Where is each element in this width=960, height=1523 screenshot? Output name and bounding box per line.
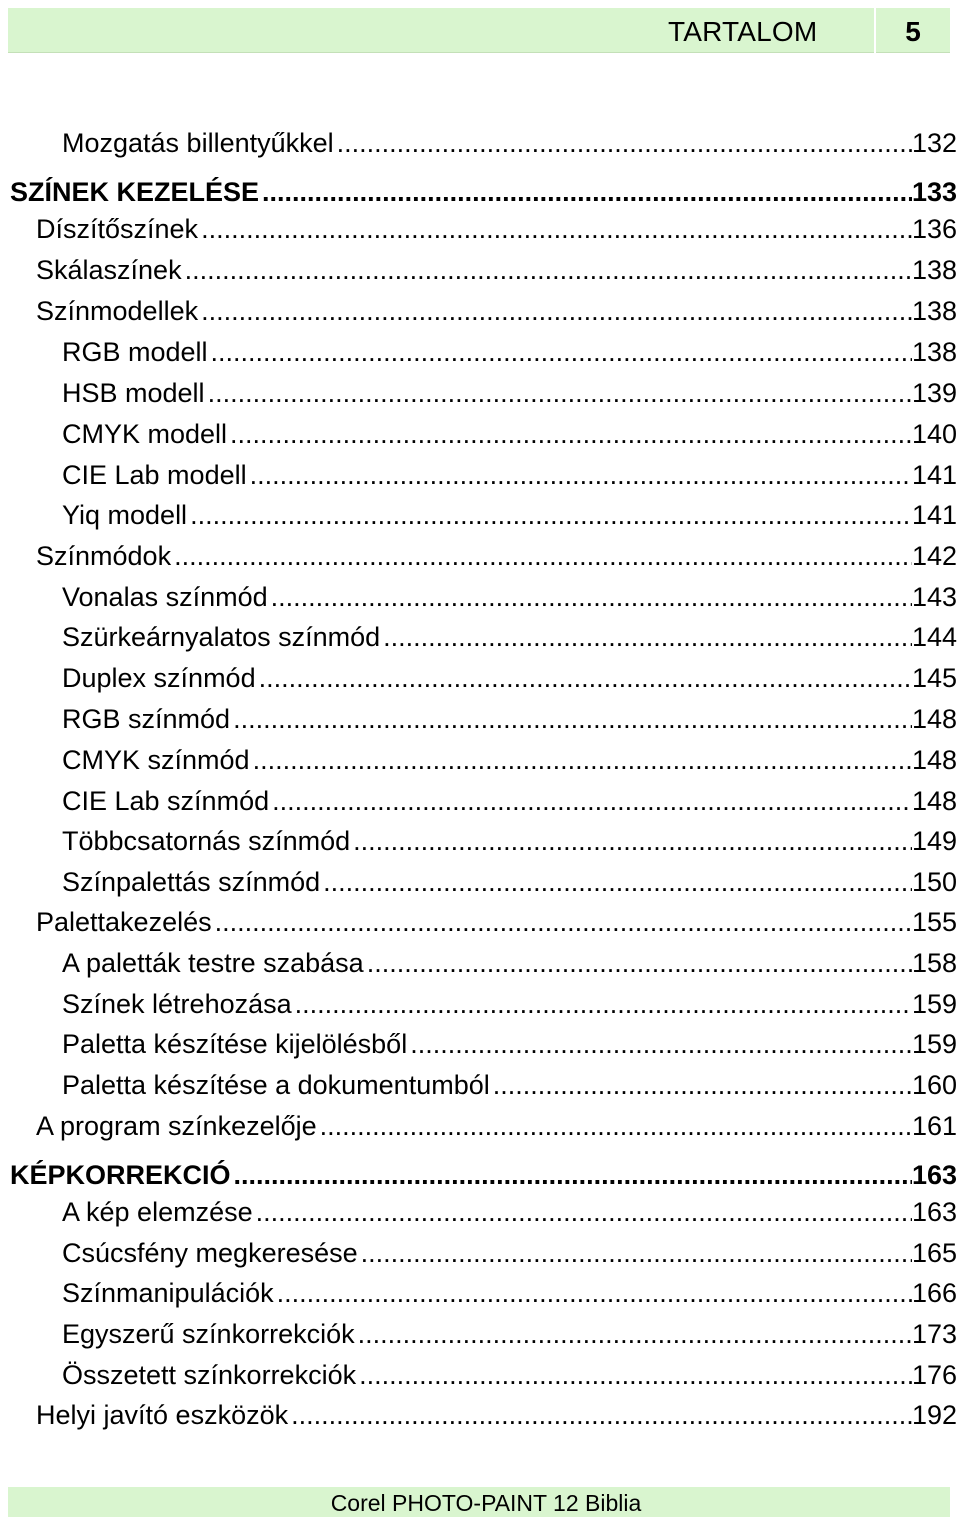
toc-leader-dots	[253, 1196, 912, 1228]
toc-entry-page: 133	[911, 177, 957, 207]
toc-entry[interactable]	[36, 254, 957, 286]
page-footer	[8, 1487, 950, 1517]
toc-entry[interactable]	[36, 540, 957, 572]
toc-entry-label: A kép elemzése	[62, 1197, 253, 1227]
toc-entry-page: 165	[911, 1238, 957, 1268]
toc-entry-label: Csúcsfény megkeresése	[62, 1238, 358, 1268]
toc-entry-page: 145	[911, 663, 957, 693]
toc-entry-label: Színpalettás színmód	[62, 867, 321, 897]
toc-entry-label: Palettakezelés	[36, 907, 212, 937]
toc-leader-dots	[247, 459, 912, 491]
toc-leader-dots	[269, 785, 912, 817]
toc-entry-label: A paletták testre szabása	[62, 948, 364, 978]
toc-entry[interactable]	[62, 336, 957, 368]
toc-leader-dots	[212, 906, 912, 938]
toc-leader-dots	[171, 540, 912, 572]
toc-entry-page: 148	[911, 786, 957, 816]
toc-leader-dots	[208, 336, 912, 368]
toc-entry[interactable]	[62, 621, 957, 653]
toc-entry-label: Díszítőszínek	[36, 214, 199, 244]
toc-entry-page: 143	[911, 582, 957, 612]
toc-leader-dots	[320, 866, 912, 898]
toc-leader-dots	[364, 947, 912, 979]
toc-entry-label: Paletta készítése kijelölésből	[62, 1029, 408, 1059]
toc-entry-page: 142	[911, 541, 957, 571]
toc-leader-dots	[231, 1159, 912, 1191]
toc-entry[interactable]	[62, 1359, 957, 1391]
toc-entry-label: RGB modell	[62, 337, 208, 367]
toc-entry[interactable]	[36, 906, 957, 938]
toc-leader-dots	[356, 1359, 912, 1391]
toc-entry-label: RGB színmód	[62, 704, 231, 734]
toc-entry-page: 166	[911, 1278, 957, 1308]
toc-leader-dots	[205, 377, 912, 409]
toc-leader-dots	[490, 1069, 912, 1101]
toc-entry-label: Skálaszínek	[36, 255, 182, 285]
toc-entry-label: Többcsatornás színmód	[62, 826, 351, 856]
toc-entry-label: Színmódok	[36, 541, 172, 571]
toc-entry-page: 159	[911, 989, 957, 1019]
toc-entry-page: 160	[911, 1070, 957, 1100]
toc-leader-dots	[187, 499, 912, 531]
toc-entry[interactable]	[10, 176, 957, 208]
toc-entry-page: 140	[911, 419, 957, 449]
toc-leader-dots	[259, 176, 912, 208]
toc-entry-page: 149	[911, 826, 957, 856]
header-page-number: 5	[905, 16, 921, 47]
toc-leader-dots	[292, 988, 912, 1020]
toc-entry[interactable]	[62, 1028, 957, 1060]
toc-entry-label: Paletta készítése a dokumentumból	[62, 1070, 490, 1100]
toc-entry-label: Mozgatás billentyűkkel	[62, 128, 334, 158]
toc-entry-label: Egyszerű színkorrekciók	[62, 1319, 355, 1349]
toc-entry[interactable]	[36, 1110, 957, 1142]
toc-entry-page: 138	[911, 337, 957, 367]
toc-entry[interactable]	[62, 1318, 957, 1350]
toc-leader-dots	[407, 1028, 912, 1060]
toc-leader-dots	[334, 127, 912, 159]
toc-entry[interactable]	[62, 744, 957, 776]
toc-leader-dots	[227, 418, 912, 450]
toc-entry-page: 163	[911, 1160, 957, 1190]
toc-entry[interactable]	[62, 662, 957, 694]
toc-entry[interactable]	[62, 1277, 957, 1309]
toc-entry-label: Yiq modell	[62, 500, 188, 530]
toc-entry-label: Helyi javító eszközök	[36, 1400, 289, 1430]
toc-entry-label: HSB modell	[62, 378, 205, 408]
toc-entry-page: 192	[911, 1400, 957, 1430]
toc-leader-dots	[182, 254, 912, 286]
toc-entry-page: 163	[911, 1197, 957, 1227]
toc-entry-label: Duplex színmód	[62, 663, 256, 693]
page-header	[8, 8, 950, 53]
toc-entry-page: 150	[911, 867, 957, 897]
toc-entry-page: 148	[911, 704, 957, 734]
toc-leader-dots	[268, 581, 912, 613]
footer-title: Corel PHOTO-PAINT 12 Biblia	[330, 1490, 642, 1516]
toc-leader-dots	[358, 1237, 912, 1269]
toc-entry-page: 173	[911, 1319, 957, 1349]
toc-entry-page: 141	[911, 500, 957, 530]
toc-entry-label: Szürkeárnyalatos színmód	[62, 622, 381, 652]
toc-entry-label: CMYK színmód	[62, 745, 250, 775]
toc-leader-dots	[198, 295, 912, 327]
toc-leader-dots	[355, 1318, 912, 1350]
toc-entry[interactable]	[62, 825, 957, 857]
toc-entry[interactable]	[62, 785, 957, 817]
toc-entry[interactable]	[36, 295, 957, 327]
toc-entry-label: SZÍNEK KEZELÉSE	[10, 177, 260, 207]
toc-entry[interactable]	[62, 499, 957, 531]
toc-entry-label: Színmodellek	[36, 296, 199, 326]
toc-entry[interactable]	[36, 1399, 957, 1431]
toc-entry-label: Színek létrehozása	[62, 989, 292, 1019]
toc-entry-page: 139	[911, 378, 957, 408]
toc-entry-label: CIE Lab modell	[62, 460, 247, 490]
toc-entry-page: 158	[911, 948, 957, 978]
toc-entry-page: 132	[911, 128, 957, 158]
toc-leader-dots	[256, 662, 912, 694]
toc-entry-page: 138	[911, 255, 957, 285]
toc-entry-page: 148	[911, 745, 957, 775]
toc-entry[interactable]	[36, 213, 957, 245]
toc-leader-dots	[350, 825, 912, 857]
header-title: TARTALOM	[668, 16, 818, 47]
toc-leader-dots	[317, 1110, 912, 1142]
toc-entry-page: 159	[911, 1029, 957, 1059]
toc-entry-page: 176	[911, 1360, 957, 1390]
toc-leader-dots	[198, 213, 912, 245]
toc-leader-dots	[274, 1277, 912, 1309]
toc-leader-dots	[250, 744, 912, 776]
toc-entry-label: Összetett színkorrekciók	[62, 1360, 357, 1390]
toc-entry[interactable]	[62, 1237, 957, 1269]
toc-leader-dots	[380, 621, 912, 653]
toc-entry[interactable]	[62, 988, 957, 1020]
toc-entry[interactable]	[62, 418, 957, 450]
toc-entry[interactable]	[62, 127, 957, 159]
toc-leader-dots	[230, 703, 912, 735]
toc-entry[interactable]	[62, 1196, 957, 1228]
toc-entry[interactable]	[62, 581, 957, 613]
toc-entry-label: KÉPKORREKCIÓ	[10, 1160, 231, 1190]
toc-entry-page: 161	[911, 1111, 957, 1141]
toc-entry[interactable]	[62, 377, 957, 409]
toc-entry[interactable]	[10, 1159, 957, 1191]
toc-entry-label: Vonalas színmód	[62, 582, 268, 612]
toc-entry-label: Színmanipulációk	[62, 1278, 274, 1308]
toc-entry[interactable]	[62, 866, 957, 898]
toc-entry[interactable]	[62, 1069, 957, 1101]
toc-entry-label: A program színkezelője	[36, 1111, 317, 1141]
toc-entry-page: 138	[911, 296, 957, 326]
toc-entry[interactable]	[62, 703, 957, 735]
toc-entry-page: 144	[911, 622, 957, 652]
toc-entry[interactable]	[62, 459, 957, 491]
toc-entry-page: 155	[911, 907, 957, 937]
toc-entry-page: 141	[911, 460, 957, 490]
toc-entry[interactable]	[62, 947, 957, 979]
toc-leader-dots	[288, 1399, 912, 1431]
toc-entry-label: CIE Lab színmód	[62, 786, 270, 816]
toc-entry-page: 136	[911, 214, 957, 244]
toc-entry-label: CMYK modell	[62, 419, 228, 449]
